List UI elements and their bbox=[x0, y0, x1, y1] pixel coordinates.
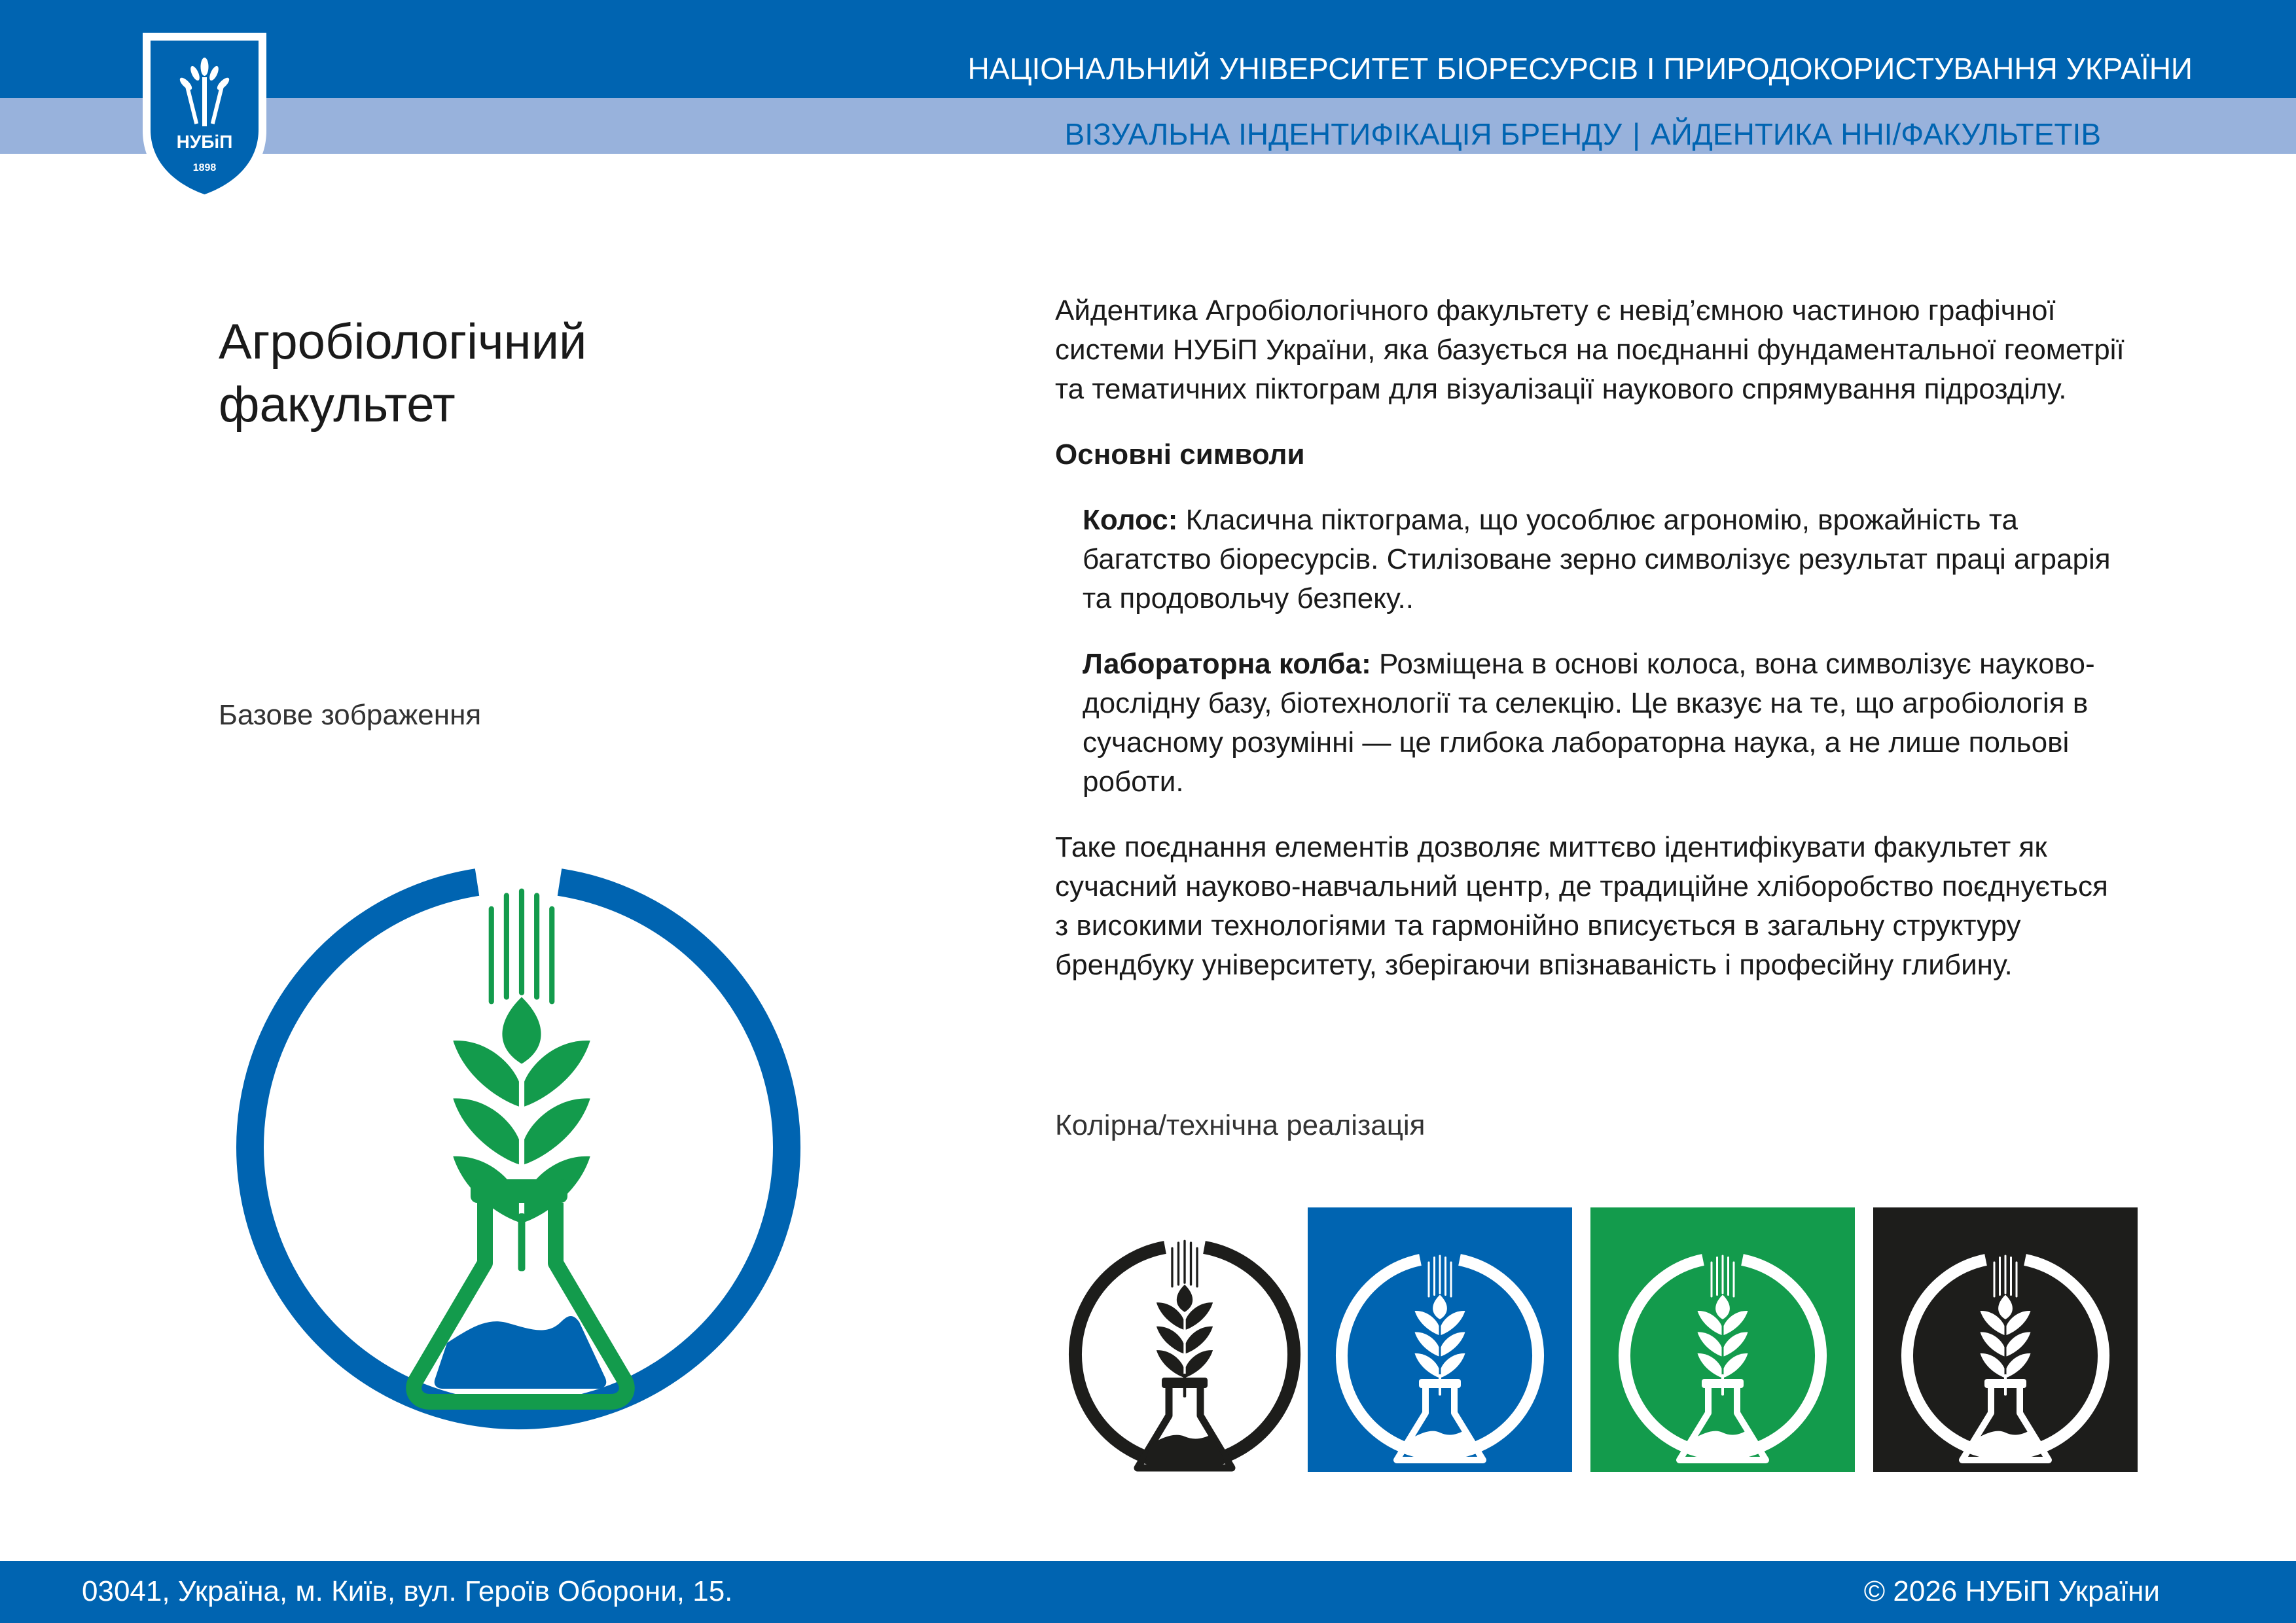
symbol-text: Розміщена в основі колоса, вона символізує науково-дослідну базу, біотехнології та селекцію. Це вказує на те, що агробіологія в сучасному розумінні — це глибока лабораторна наука, а не лише польові роботи. bbox=[1083, 648, 2095, 798]
logo-variant-green[interactable] bbox=[1590, 1207, 1855, 1472]
footer-copyright: © 2026 НУБіП України bbox=[1863, 1575, 2160, 1607]
footer-address: 03041, Україна, м. Київ, вул. Героїв Оборони, 15. bbox=[82, 1575, 733, 1607]
base-image-label: Базове зображення bbox=[219, 699, 482, 731]
symbol-text: Класична піктограма, що уособлює агрономію, врожайність та багатство біоресурсів. Стилізоване зерно символізує результат праці аграрія та продовольчу безпеку.. bbox=[1083, 504, 2111, 615]
symbol-description bbox=[1083, 501, 2128, 618]
description-conclusion: Таке поєднання елементів дозволяє миттєво ідентифікувати факультет як сучасний науково-навчальний центр, де традиційне хліборобство поєднується з високими технологіями та гармонійно вписується в загальну структуру брендбуку університету, зберігаючи впізнаваність і професійну глибину. bbox=[1055, 831, 2108, 981]
color-implementation-label: Колірна/технічна реалізація bbox=[1055, 1109, 1426, 1141]
description-block bbox=[1055, 291, 2128, 985]
crest-year: 1898 bbox=[192, 162, 217, 173]
logo-variant-blue[interactable] bbox=[1308, 1207, 1572, 1472]
symbols-heading: Основні символи bbox=[1055, 438, 1305, 471]
symbol-description bbox=[1083, 645, 2128, 802]
university-name: НАЦІОНАЛЬНИЙ УНІВЕРСИТЕТ БІОРЕСУРСІВ І ПРИРОДОКОРИСТУВАННЯ УКРАЇНИ bbox=[967, 52, 2193, 86]
breadcrumb-separator: | bbox=[1632, 117, 1641, 151]
section-breadcrumb bbox=[1065, 116, 2101, 152]
faculty-logo-base bbox=[226, 805, 815, 1499]
flask-icon bbox=[414, 1179, 627, 1402]
symbol-name: Колос: bbox=[1083, 504, 1178, 536]
university-crest[interactable] bbox=[137, 26, 272, 209]
faculty-title bbox=[219, 311, 587, 437]
faculty-title-line2: факультет bbox=[219, 377, 456, 433]
crest-name: НУБіП bbox=[176, 132, 233, 152]
wheat-icon bbox=[453, 889, 590, 1272]
faculty-title-line1: Агробіологічний bbox=[219, 314, 587, 370]
subsection-title[interactable]: АЙДЕНТИКА ННІ/ФАКУЛЬТЕТІВ bbox=[1651, 117, 2101, 151]
description-intro: Айдентика Агробіологічного факультету є невід’ємною частиною графічної системи НУБіП України, яка базується на поєднанні фундаментальної геометрії та тематичних піктограм для візуалізації наукового спрямування підрозділу. bbox=[1055, 294, 2125, 405]
section-title[interactable]: ВІЗУАЛЬНА ІНДЕНТИФІКАЦІЯ БРЕНДУ bbox=[1064, 117, 1623, 151]
logo-variant-black[interactable] bbox=[1052, 1207, 1317, 1472]
symbol-name: Лабораторна колба: bbox=[1083, 648, 1371, 680]
logo-variant-dark[interactable] bbox=[1873, 1207, 2138, 1472]
